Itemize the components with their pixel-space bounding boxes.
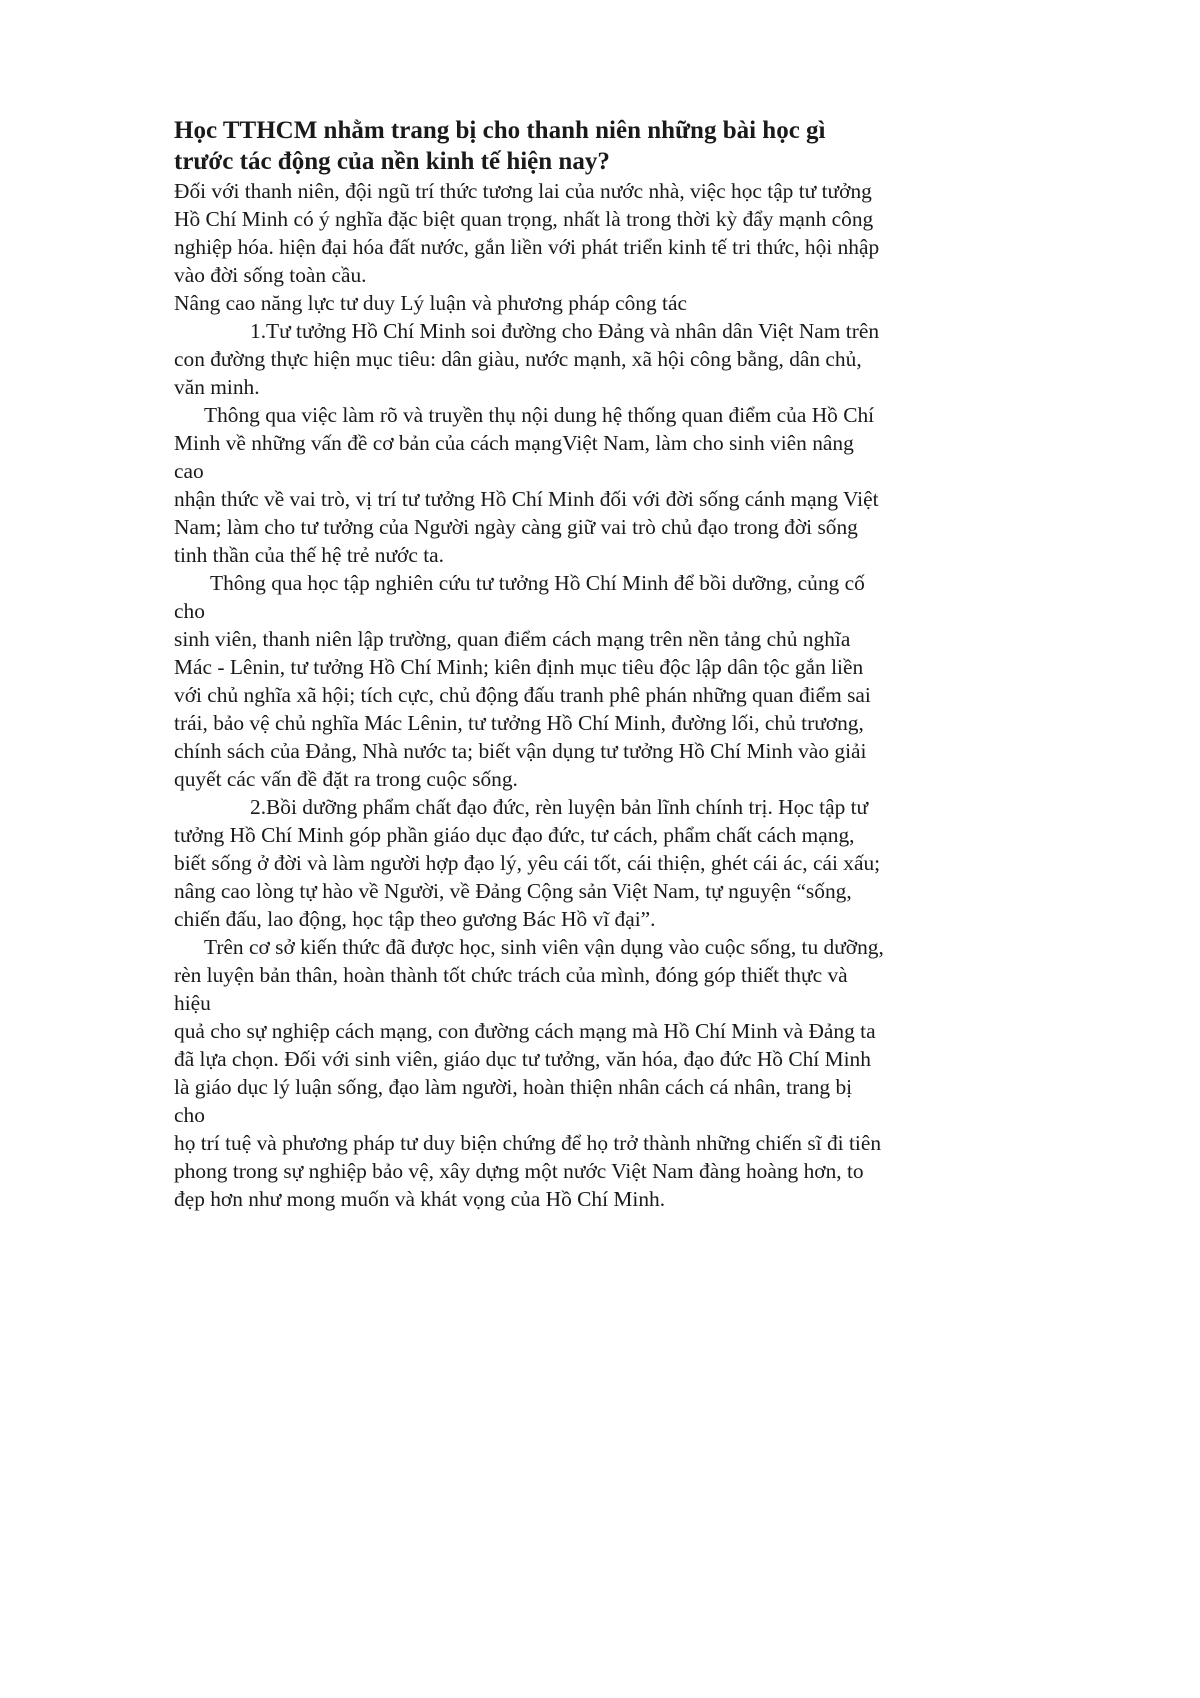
text-line: họ trí tuệ và phương pháp tư duy biện chứng để họ trở thành những chiến sĩ đi tiên [174, 1131, 882, 1155]
text-line: văn minh. [174, 375, 260, 399]
text-line: chiến đấu, lao động, học tập theo gương Bác Hồ vĩ đại”. [174, 907, 656, 931]
text-line: đẹp hơn như mong muốn và khát vọng của Hồ Chí Minh. [174, 1187, 666, 1211]
text-line: với chủ nghĩa xã hội; tích cực, chủ động đấu tranh phê phán những quan điểm sai [174, 683, 871, 707]
text-line: Minh về những vấn đề cơ bản của cách mạngViệt Nam, làm cho sinh viên nâng [174, 431, 854, 455]
text-line: Nam; làm cho tư tưởng của Người ngày càng giữ vai trò chủ đạo trong đời sống [174, 515, 858, 539]
text-line: quả cho sự nghiệp cách mạng, con đường cách mạng mà Hồ Chí Minh và Đảng ta [174, 1019, 876, 1043]
text-line: quyết các vấn đề đặt ra trong cuộc sống. [174, 767, 518, 791]
text-line: chính sách của Đảng, Nhà nước ta; biết vận dụng tư tưởng Hồ Chí Minh vào giải [174, 739, 867, 763]
text-line: phong trong sự nghiệp bảo vệ, xây dựng một nước Việt Nam đàng hoàng hơn, to [174, 1159, 864, 1183]
text-line: đã lựa chọn. Đối với sinh viên, giáo dục tư tưởng, văn hóa, đạo đức Hồ Chí Minh [174, 1047, 871, 1071]
text-line: rèn luyện bản thân, hoàn thành tốt chức trách của mình, đóng góp thiết thực và [174, 963, 848, 987]
text-line: trái, bảo vệ chủ nghĩa Mác Lênin, tư tưởng Hồ Chí Minh, đường lối, chủ trương, [174, 711, 864, 735]
text-line: tinh thần của thế hệ trẻ nước ta. [174, 543, 444, 567]
text-line: Đối với thanh niên, đội ngũ trí thức tương lai của nước nhà, việc học tập tư tưởng [174, 179, 872, 203]
text-line: nghiệp hóa. hiện đại hóa đất nước, gắn liền với phát triển kinh tế tri thức, hội nhập [174, 235, 880, 259]
title-line: trước tác động của nền kinh tế hiện nay? [174, 148, 610, 175]
text-line: nhận thức về vai trò, vị trí tư tưởng Hồ Chí Minh đối với đời sống cánh mạng Việt [174, 487, 879, 511]
text-line: Trên cơ sở kiến thức đã được học, sinh viên vận dụng vào cuộc sống, tu dưỡng, [204, 935, 884, 959]
text-line: cho [174, 1103, 205, 1127]
text-line: Thông qua việc làm rõ và truyền thụ nội dung hệ thống quan điểm của Hồ Chí [204, 403, 875, 427]
text-line: 2.Bồi dưỡng phẩm chất đạo đức, rèn luyện bản lĩnh chính trị. Học tập tư [250, 795, 869, 819]
text-line: Hồ Chí Minh có ý nghĩa đặc biệt quan trọng, nhất là trong thời kỳ đẩy mạnh công [174, 207, 874, 231]
section-heading: Nâng cao năng lực tư duy Lý luận và phương pháp công tác [174, 291, 687, 315]
text-line: là giáo dục lý luận sống, đạo làm người, hoàn thiện nhân cách cá nhân, trang bị [174, 1075, 853, 1099]
text-line: sinh viên, thanh niên lập trường, quan điểm cách mạng trên nền tảng chủ nghĩa [174, 627, 851, 651]
text-line: biết sống ở đời và làm người hợp đạo lý, yêu cái tốt, cái thiện, ghét cái ác, cái xấu; [174, 851, 881, 875]
text-line: nâng cao lòng tự hào về Người, về Đảng Cộng sản Việt Nam, tự nguyện “sống, [174, 879, 852, 903]
text-line: cho [174, 599, 205, 623]
text-line: vào đời sống toàn cầu. [174, 263, 367, 287]
title-line: Học TTHCM nhằm trang bị cho thanh niên những bài học gì [174, 117, 826, 144]
text-line: cao [174, 459, 204, 483]
document-body [174, 177, 980, 1213]
document-title [174, 115, 980, 177]
text-line: tưởng Hồ Chí Minh góp phần giáo dục đạo đức, tư cách, phẩm chất cách mạng, [174, 823, 855, 847]
document-page [174, 115, 980, 1213]
text-line: 1.Tư tưởng Hồ Chí Minh soi đường cho Đảng và nhân dân Việt Nam trên [250, 319, 880, 343]
text-line: con đường thực hiện mục tiêu: dân giàu, nước mạnh, xã hội công bằng, dân chủ, [174, 347, 862, 371]
text-line: Mác - Lênin, tư tưởng Hồ Chí Minh; kiên định mục tiêu độc lập dân tộc gắn liền [174, 655, 864, 679]
text-line: hiệu [174, 991, 211, 1015]
text-line: Thông qua học tập nghiên cứu tư tưởng Hồ Chí Minh để bồi dưỡng, củng cố [210, 571, 865, 595]
